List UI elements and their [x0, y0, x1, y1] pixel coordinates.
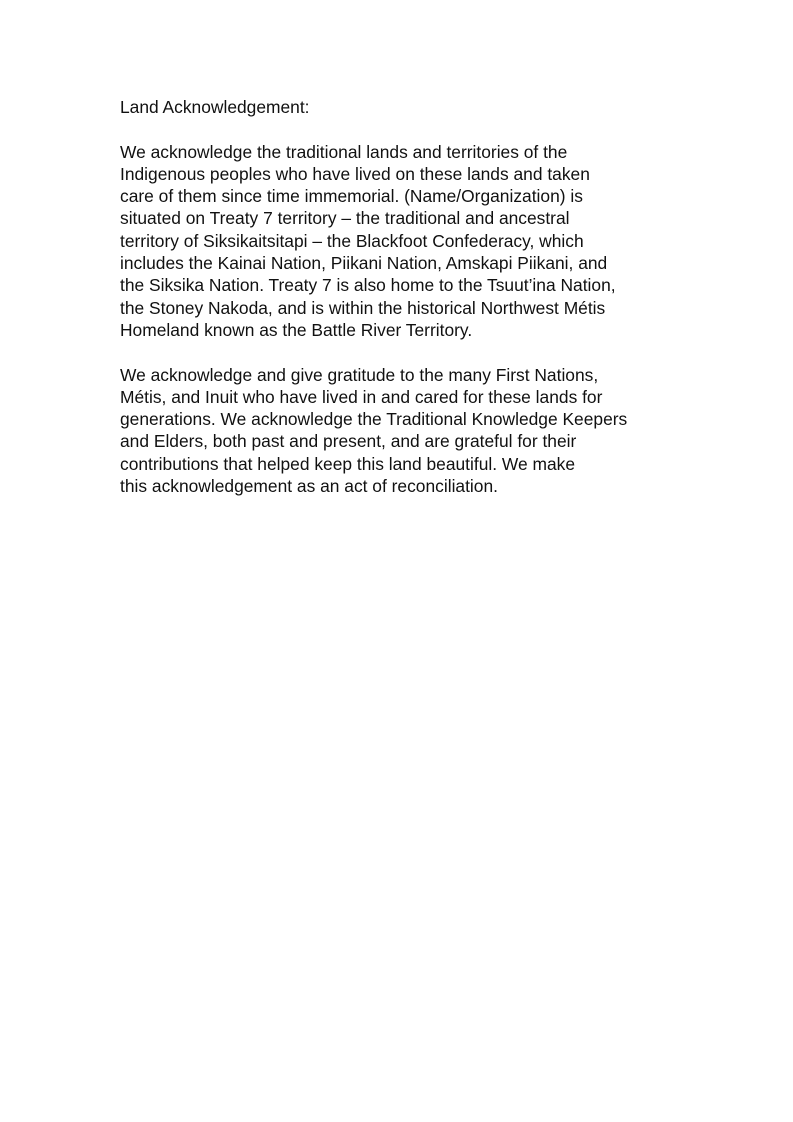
paragraph-line: We acknowledge the traditional lands and territories of the — [120, 141, 568, 162]
paragraph-spacer — [120, 341, 680, 363]
paragraph-line: includes the Kainai Nation, Piikani Nation, Amskapi Piikani, and — [120, 253, 608, 274]
paragraph-line: the Stoney Nakoda, and is within the historical Northwest Métis — [120, 297, 606, 318]
paragraph-line: Métis, and Inuit who have lived in and cared for these lands for — [120, 386, 603, 407]
paragraph-line: and Elders, both past and present, and are grateful for their — [120, 431, 577, 452]
paragraph-line: We acknowledge and give gratitude to the many First Nations, — [120, 364, 599, 385]
document-heading: Land Acknowledgement: — [120, 97, 310, 117]
paragraph-line: territory of Siksikaitsitapi – the Blackfoot Confederacy, which — [120, 230, 584, 251]
paragraph-line: care of them since time immemorial. (Name/Organization) is — [120, 186, 583, 207]
paragraph-line: situated on Treaty 7 territory – the traditional and ancestral — [120, 208, 570, 229]
land-acknowledgement-text — [120, 96, 680, 497]
paragraph-line: generations. We acknowledge the Traditional Knowledge Keepers — [120, 409, 628, 430]
paragraph-line: the Siksika Nation. Treaty 7 is also home to the Tsuut’ina Nation, — [120, 275, 616, 296]
paragraph-line: this acknowledgement as an act of reconciliation. — [120, 476, 498, 497]
paragraph-line: Homeland known as the Battle River Territory. — [120, 319, 473, 340]
paragraph-line: contributions that helped keep this land beautiful. We make — [120, 453, 576, 474]
paragraph-1 — [120, 141, 680, 342]
paragraph-spacer — [120, 118, 680, 140]
paragraph-2 — [120, 364, 680, 498]
paragraph-line: Indigenous peoples who have lived on these lands and taken — [120, 163, 590, 184]
